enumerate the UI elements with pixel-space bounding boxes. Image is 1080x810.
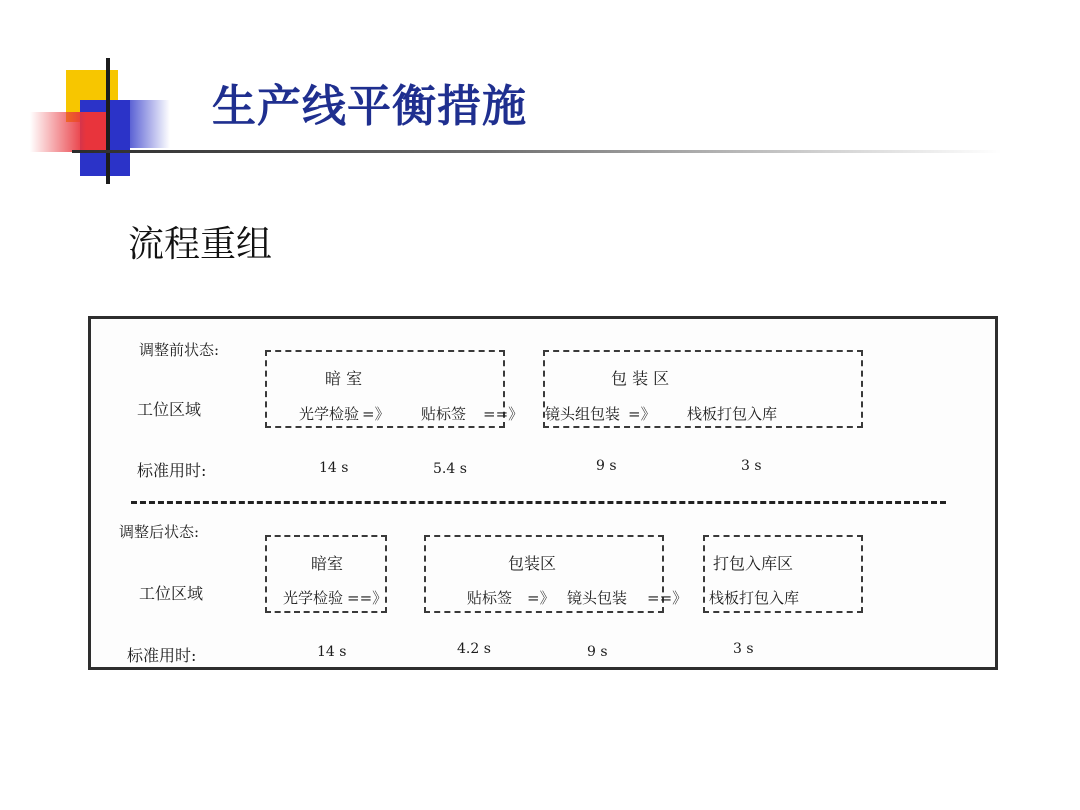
before-region-label: 工位区域 (137, 400, 202, 419)
before-step-pallet: 栈板打包入库 (687, 405, 778, 423)
logo-blue-fade (118, 100, 170, 148)
before-time-2: 5.4 s (433, 461, 467, 477)
before-step-lens-pack: 镜头组包装 (545, 405, 621, 423)
before-step-label: 贴标签 (421, 405, 467, 423)
before-time-3: 9 s (596, 458, 617, 474)
state-separator (131, 501, 946, 504)
slide-title: 生产线平衡措施 (212, 81, 527, 132)
after-time-3: 9 s (587, 644, 608, 660)
after-packing-title: 包装区 (508, 554, 557, 573)
after-arrow-2: =》 (527, 589, 555, 607)
process-diagram (88, 316, 998, 670)
logo-red-bar (30, 112, 110, 152)
before-time-4: 3 s (741, 458, 762, 474)
slide-subtitle: 流程重组 (128, 224, 273, 265)
after-arrow-1: ==》 (347, 589, 388, 607)
after-storage-title: 打包入库区 (713, 554, 794, 573)
after-time-1: 14 s (317, 644, 347, 660)
before-arrow-3: =》 (628, 405, 656, 423)
after-time-4: 3 s (733, 641, 754, 657)
after-step-pallet: 栈板打包入库 (709, 589, 800, 607)
after-time-2: 4.2 s (457, 641, 491, 657)
after-step-label: 贴标签 (467, 589, 513, 607)
before-darkroom-title: 暗 室 (325, 369, 363, 388)
after-step-optical: 光学检验 (283, 589, 344, 607)
before-time-1: 14 s (319, 460, 349, 476)
before-time-label: 标准用时: (137, 461, 207, 480)
logo-vertical-line (106, 58, 110, 184)
before-arrow-2: ==》 (483, 405, 524, 423)
after-state-label: 调整后状态: (119, 523, 200, 541)
before-arrow-1: =》 (362, 405, 390, 423)
after-arrow-3: ==》 (647, 589, 688, 607)
before-packing-title: 包 装 区 (611, 369, 670, 388)
before-state-label: 调整前状态: (139, 341, 220, 359)
after-step-lens-pack: 镜头包装 (567, 589, 628, 607)
before-step-optical: 光学检验 (299, 405, 360, 423)
title-underline (72, 150, 1002, 153)
after-region-label: 工位区域 (139, 584, 204, 603)
after-time-label: 标准用时: (127, 646, 197, 665)
after-darkroom-title: 暗室 (311, 554, 344, 573)
